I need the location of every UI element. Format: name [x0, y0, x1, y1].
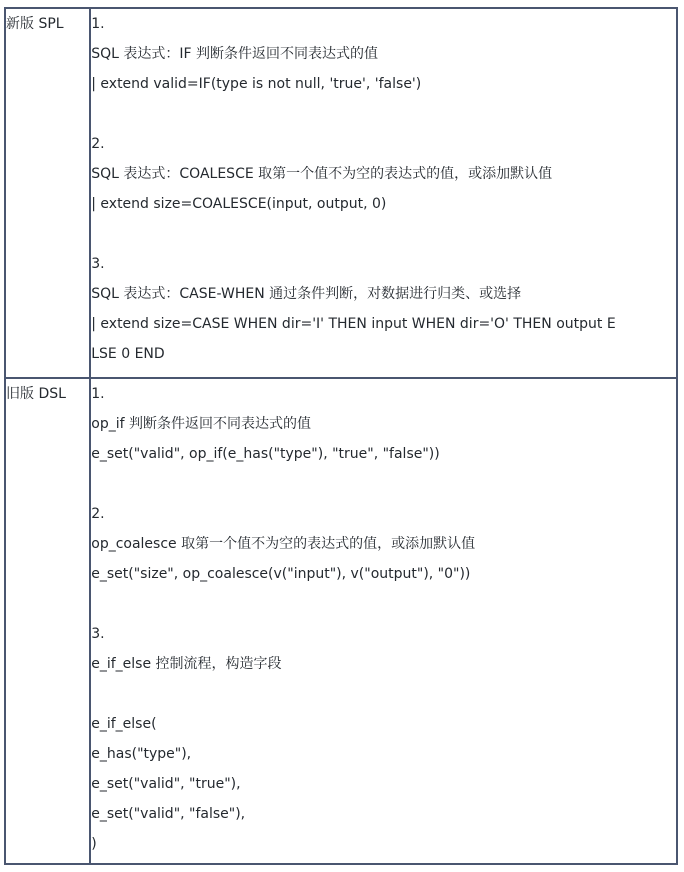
- content-line: op_if 判断条件返回不同表达式的值: [91, 416, 311, 432]
- code-line: | extend size=COALESCE(input, output, 0): [91, 196, 387, 212]
- content-line: e_if_else 控制流程，构造字段: [91, 656, 282, 672]
- code-line: e_set("size", op_coalesce(v("input"), v("output"), "0")): [91, 566, 471, 582]
- content-line: op_coalesce 取第一个值不为空的表达式的值，或添加默认值: [91, 536, 476, 552]
- code-line: e_if_else(: [91, 716, 157, 732]
- code-line: e_has("type"),: [91, 746, 192, 762]
- blank-line: [91, 589, 676, 619]
- code-line: LSE 0 END: [91, 346, 165, 362]
- row-content-old-dsl: [90, 378, 677, 864]
- content-line: SQL 表达式：IF 判断条件返回不同表达式的值: [91, 46, 379, 62]
- content-line: SQL 表达式：CASE-WHEN 通过条件判断，对数据进行归类、或选择: [91, 286, 522, 302]
- blank-line: [91, 99, 676, 129]
- content-line: 1.: [91, 16, 105, 32]
- content-line: 1.: [91, 386, 105, 402]
- content-line: 3.: [91, 256, 105, 272]
- row-label-new-spl: 新版 SPL: [5, 8, 90, 378]
- table-row-new-spl: [5, 8, 677, 378]
- code-line: ): [91, 836, 97, 852]
- row-content-new-spl: [90, 8, 677, 378]
- code-line: e_set("valid", op_if(e_has("type"), "true", "false")): [91, 446, 440, 462]
- code-line: | extend size=CASE WHEN dir='I' THEN input WHEN dir='O' THEN output E: [91, 316, 616, 332]
- blank-line: [91, 469, 676, 499]
- code-line: | extend valid=IF(type is not null, 'true', 'false'): [91, 76, 422, 92]
- comparison-table: [4, 7, 678, 865]
- content-line: 2.: [91, 506, 105, 522]
- row-label-old-dsl: 旧版 DSL: [5, 378, 90, 864]
- content-line: SQL 表达式：COALESCE 取第一个值不为空的表达式的值，或添加默认值: [91, 166, 553, 182]
- blank-line: [91, 679, 676, 709]
- table-row-old-dsl: [5, 378, 677, 864]
- code-line: e_set("valid", "true"),: [91, 776, 241, 792]
- code-line: e_set("valid", "false"),: [91, 806, 246, 822]
- content-line: 3.: [91, 626, 105, 642]
- content-line: 2.: [91, 136, 105, 152]
- blank-line: [91, 219, 676, 249]
